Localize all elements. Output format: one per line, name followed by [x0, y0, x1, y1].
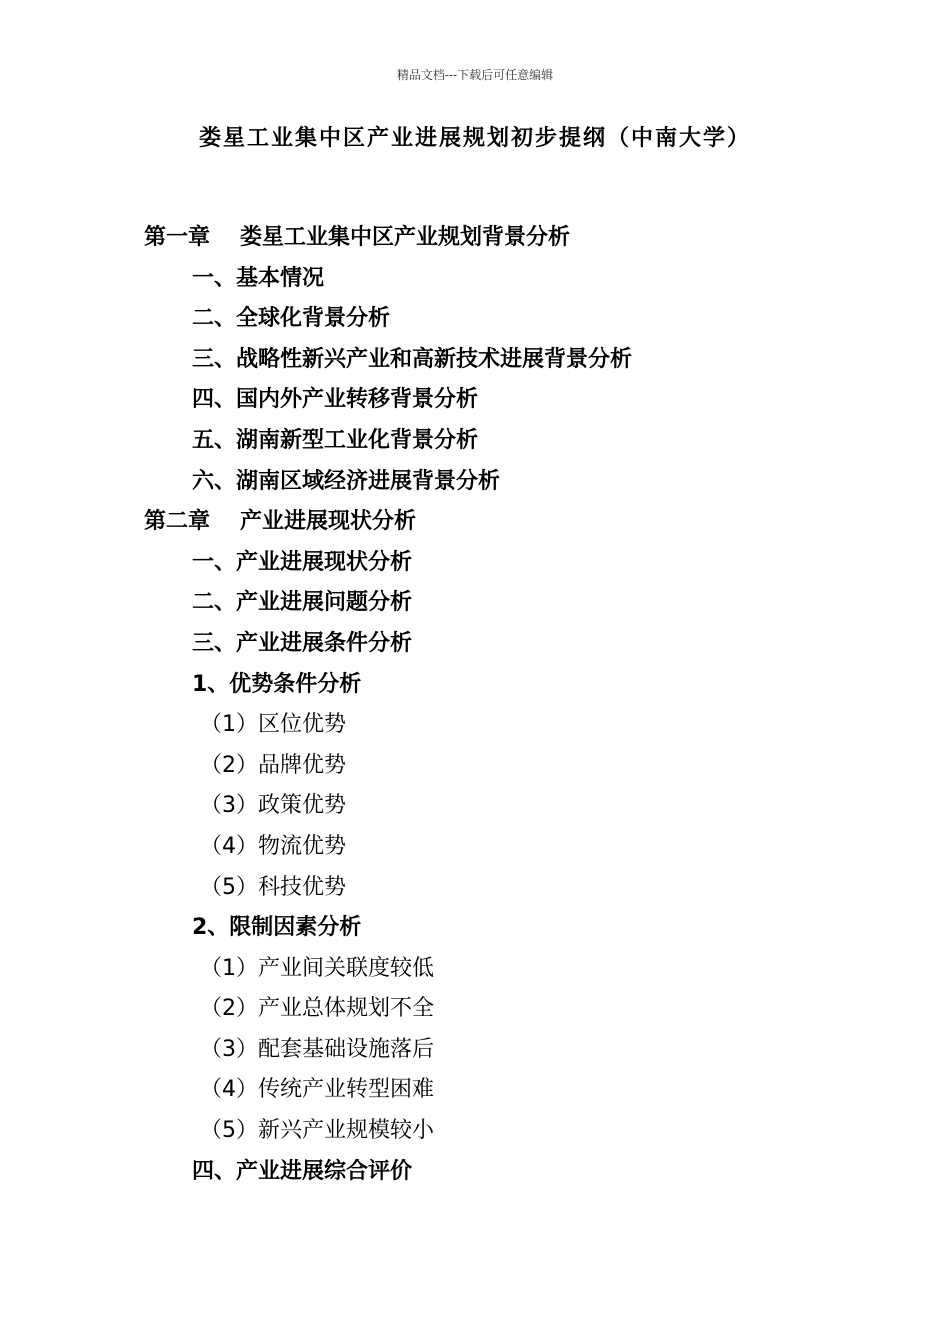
- list-item: （4）传统产业转型困难: [200, 1077, 434, 1103]
- chapter-heading: [0, 218, 950, 259]
- document-title: 娄星工业集中区产业进展规划初步提纲（中南大学）: [198, 126, 751, 151]
- subsection-heading: 1、优势条件分析: [192, 671, 362, 697]
- subsection-heading: 2、限制因素分析: [192, 915, 362, 941]
- list-item: （4）物流优势: [200, 833, 346, 859]
- list-item: （3）配套基础设施落后: [200, 1036, 434, 1062]
- section-heading: 一、产业进展现状分析: [192, 549, 413, 575]
- list-item: （5）科技优势: [200, 874, 346, 900]
- list-item: （1）产业间关联度较低: [200, 955, 434, 981]
- chapter-title: 娄星工业集中区产业规划背景分析: [240, 225, 571, 250]
- chapter-number: 第二章: [144, 509, 211, 535]
- section-heading: 二、全球化背景分析: [192, 306, 391, 332]
- section-heading: 三、战略性新兴产业和高新技术进展背景分析: [192, 346, 633, 372]
- list-item: （5）新兴产业规模较小: [200, 1118, 434, 1144]
- list-item: （2）品牌优势: [200, 752, 346, 778]
- section-heading: 五、湖南新型工业化背景分析: [192, 427, 479, 453]
- section-heading: 三、产业进展条件分析: [192, 630, 413, 656]
- section-heading: 二、产业进展问题分析: [192, 590, 413, 616]
- section-heading: 一、基本情况: [192, 265, 325, 291]
- list-item: （1）区位优势: [200, 712, 346, 738]
- chapter-title: 产业进展现状分析: [240, 509, 417, 535]
- chapter-heading: [0, 502, 950, 543]
- section-heading: 四、国内外产业转移背景分析: [192, 387, 479, 413]
- outline: [0, 218, 950, 1192]
- list-item: （3）政策优势: [200, 793, 346, 819]
- section-heading: 六、湖南区域经济进展背景分析: [192, 468, 501, 494]
- list-item: （2）产业总体规划不全: [200, 996, 434, 1022]
- page-header: 精品文档---下载后可任意编辑: [396, 68, 554, 82]
- section-heading: 四、产业进展综合评价: [192, 1158, 413, 1184]
- chapter-number: 第一章: [144, 225, 211, 250]
